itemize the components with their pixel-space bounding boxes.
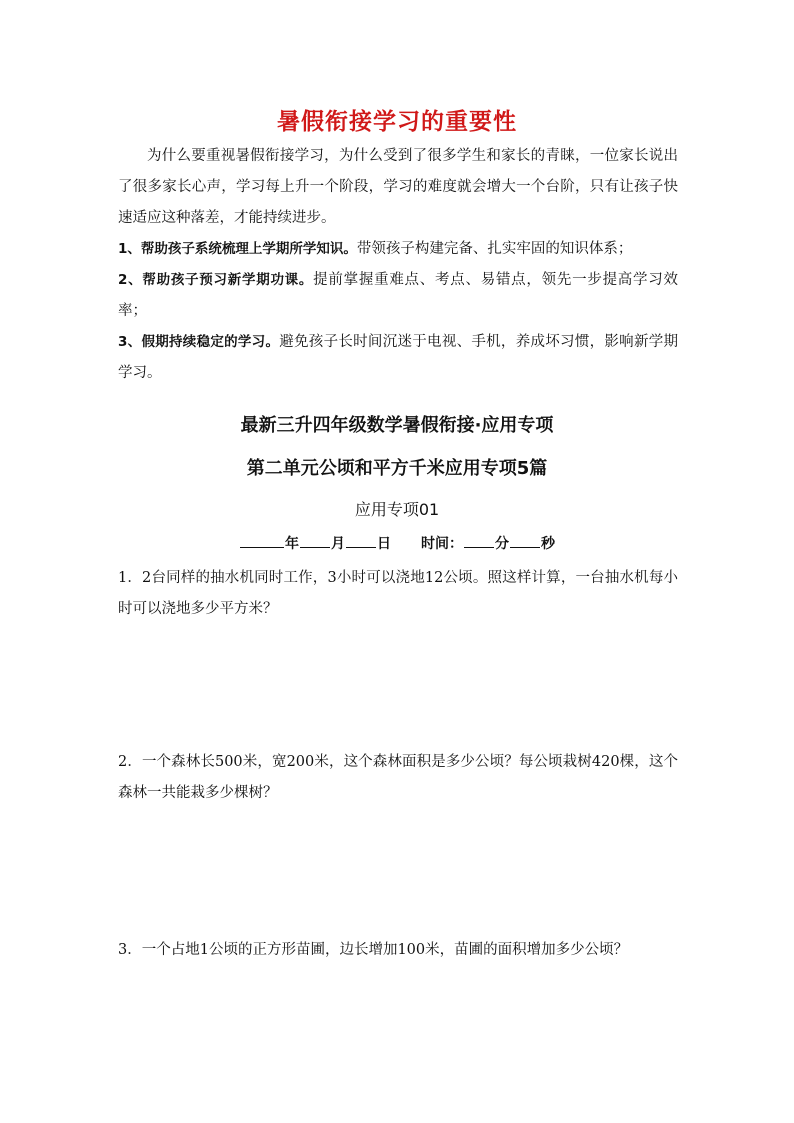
date-time-line [0, 533, 794, 553]
point-body: 避免孩子长时间沉迷于电视、手机，养成坏习惯，影响新学期学习。 [118, 334, 678, 381]
year-label: 年 [285, 536, 299, 552]
month-blank[interactable] [300, 533, 330, 548]
intro-paragraph: 为什么要重视暑假衔接学习，为什么受到了很多学生和家长的青睐，一位家长说出了很多家长心声，学习每上升一个阶段，学习的难度就会增大一个台阶，只有让孩子快速适应这种落差，才能持续进步。 [118, 148, 678, 226]
point-lead: 1、帮助孩子系统梳理上学期所学知识。 [118, 241, 357, 257]
point-item [118, 327, 678, 389]
point-item [118, 265, 678, 327]
minute-label: 分 [495, 536, 509, 552]
day-blank[interactable] [346, 533, 376, 548]
question-3: 3．一个占地1公顷的正方形苗圃，边长增加100米，苗圃的面积增加多少公顷？ [118, 942, 629, 958]
item-title: 应用专项01 [354, 500, 440, 519]
minute-blank[interactable] [464, 533, 494, 548]
second-label: 秒 [541, 536, 555, 552]
page-title: 暑假衔接学习的重要性 [277, 109, 517, 135]
day-label: 日 [377, 536, 391, 552]
section-subtitle: 第二单元公顷和平方千米应用专项5篇 [246, 458, 548, 479]
month-label: 月 [331, 536, 345, 552]
point-body: 带领孩子构建完备、扎实牢固的知识体系； [356, 241, 633, 257]
section-title: 最新三升四年级数学暑假衔接·应用专项 [240, 415, 554, 436]
year-blank[interactable] [240, 533, 284, 548]
question-2: 2．一个森林长500米，宽200米，这个森林面积是多少公顷？每公顷栽树420棵，这个森林一共能栽多少棵树？ [118, 754, 678, 801]
point-lead: 2、帮助孩子预习新学期功课。 [118, 272, 314, 288]
question-1: 1．2台同样的抽水机同时工作，3小时可以浇地12公顷。照这样计算，一台抽水机每小时可以浇地多少平方米？ [118, 570, 678, 617]
second-blank[interactable] [510, 533, 540, 548]
point-body: 提前掌握重难点、考点、易错点，领先一步提高学习效率； [118, 272, 678, 319]
time-label: 时间： [421, 536, 463, 552]
point-lead: 3、假期持续稳定的学习。 [118, 334, 280, 350]
point-item [118, 234, 678, 265]
